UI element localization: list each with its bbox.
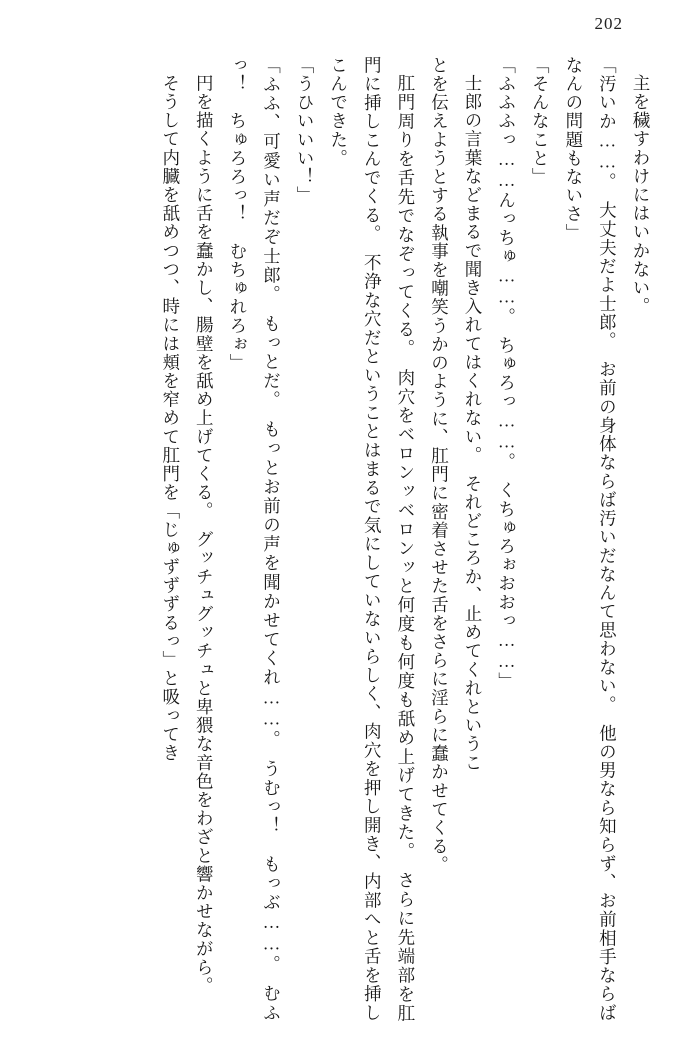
paragraph: 主を穢すわけにはいかない。 — [631, 73, 651, 316]
paragraph: 「そんなこと」 — [530, 56, 551, 187]
page-number: 202 — [594, 14, 623, 33]
paragraph: 「汚いか……。 大丈夫だよ士郎。 お前の身体ならば汚いだなんて思わない。 他の男なら知らず、お前相手ならばなんの問題もないさ」 — [563, 56, 618, 1022]
paragraph: そうして内臓を舐めつつ、時には頬を窄めて肛門を「じゅずずずるっ」と吸ってき — [160, 73, 181, 762]
page-text-body — [36, 56, 657, 1022]
paragraph: 「うひいいい！」 — [295, 56, 316, 205]
paragraph: 士郎の言葉などまるで聞き入れてはくれない。 それどころか、止めてくれというこ — [463, 73, 484, 772]
paragraph: 「ふふ、可愛い声だぞ士郎。 もっとだ。 もっとお前の声を聞かせてくれ……。 うむっ！ もっぶ……。 むふっ！ ちゅろろっ！ むちゅれろぉ」 — [227, 56, 282, 1022]
paragraph: 円を描くように舌を蠢かし、腸壁を舐め上げてくる。 グッチュグッチュと卑猥な音色をわざと響かせながら。 — [194, 73, 215, 995]
paragraph: とを伝えようとする執事を嘲笑うかのように、肛門に密着させた舌をさらに淫らに蠢かせてくる。 — [429, 56, 450, 875]
paragraph: 肛門周りを舌先でなぞってくる。 肉穴をベロンッベロンッと何度も何度も舐め上げてきた。 さらに先端部を肛門に挿しこんでくる。 不浄な穴だということはまるで気にしていないらしく、肉穴を押し開き、内部へと舌を挿しこんできた。 — [328, 56, 416, 1022]
paragraph: 「ふふふっ……んっちゅ……。 ちゅろっ……。 くちゅろぉおおっ……」 — [496, 56, 517, 691]
